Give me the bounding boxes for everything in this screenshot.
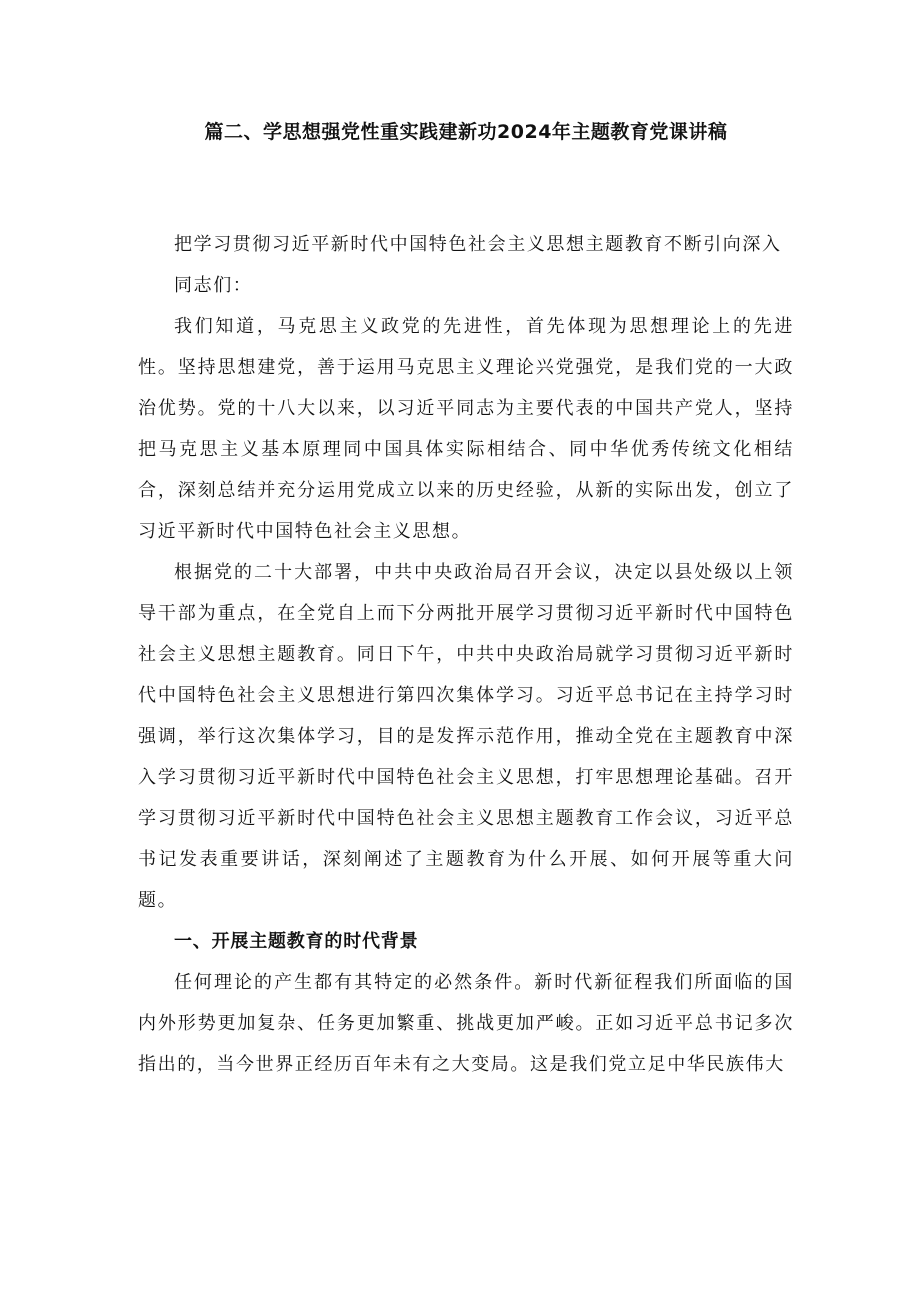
body-paragraph-1: 我们知道，马克思主义政党的先进性，首先体现为思想理论上的先进性。坚持思想建党，善于运用马克思主义理论兴党强党，是我们党的一大政治优势。党的十八大以来，以习近平同志为主要代表的中国共产党人，坚持把马克思主义基本原理同中国具体实际相结合、同中华优秀传统文化相结合，深刻总结并充分运用党成立以来的历史经验，从新的实际出发，创立了习近平新时代中国特色社会主义思想。 <box>138 316 794 542</box>
speech-subtitle: 把学习贯彻习近平新时代中国特色社会主义思想主题教育不断引向深入 <box>174 234 782 255</box>
section-paragraph-1: 任何理论的产生都有其特定的必然条件。新时代新征程我们所面临的国内外形势更加复杂、任务更加繁重、挑战更加严峻。正如习近平总书记多次指出的，当今世界正经历百年未有之大变局。这是我们党立足中华民族伟大 <box>138 972 794 1075</box>
body-paragraph-2: 根据党的二十大部署，中共中央政治局召开会议，决定以县处级以上领导干部为重点，在全党自上而下分两批开展学习贯彻习近平新时代中国特色社会主义思想主题教育。同日下午，中共中央政治局就学习贯彻习近平新时代中国特色社会主义思想进行第四次集体学习。习近平总书记在主持学习时强调，举行这次集体学习，目的是发挥示范作用，推动全党在主题教育中深入学习贯彻习近平新时代中国特色社会主义思想，打牢思想理论基础。召开学习贯彻习近平新时代中国特色社会主义思想主题教育工作会议，习近平总书记发表重要讲话，深刻阐述了主题教育为什么开展、如何开展等重大问题。 <box>138 562 794 911</box>
section-heading-1: 一、开展主题教育的时代背景 <box>174 931 419 952</box>
greeting: 同志们： <box>174 275 253 296</box>
document-title: 篇二、学思想强党性重实践建新功2024年主题教育党课讲稿 <box>204 121 728 143</box>
